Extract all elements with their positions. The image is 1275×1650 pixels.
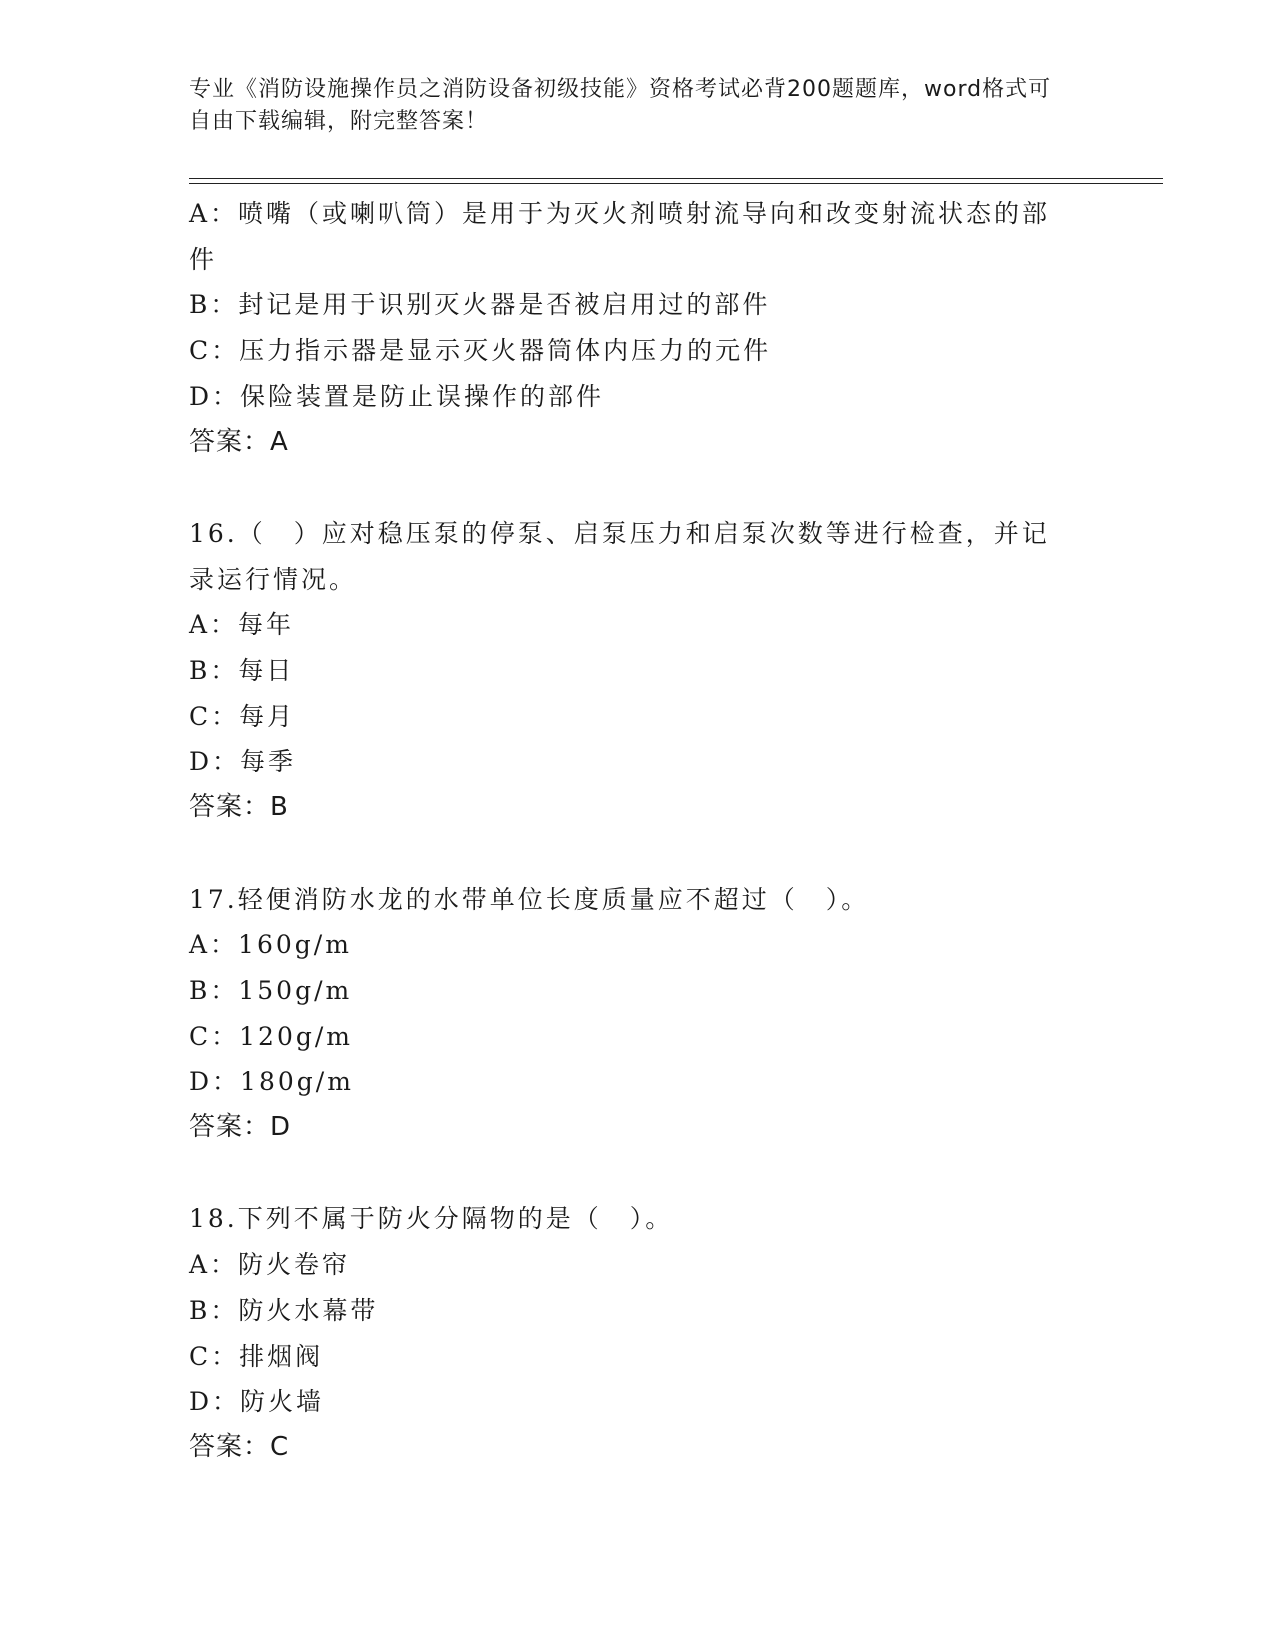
spacer (189, 831, 1089, 877)
header-divider-top (189, 178, 1163, 179)
question-block-18 (189, 1196, 1089, 1470)
header-divider-bottom (189, 183, 1163, 184)
question-block-16 (189, 511, 1089, 831)
option-b: B：防火水幕带 (189, 1295, 379, 1325)
option-d: D：每季 (189, 747, 297, 777)
option-c: C：120g/m (189, 1021, 353, 1051)
option-d: D：防火墙 (189, 1387, 325, 1417)
option-a-line2: 件 (189, 244, 218, 274)
option-b: B：每日 (189, 656, 295, 686)
question-stem-line1: 16.（ ）应对稳压泵的停泵、启泵压力和启泵次数等进行检查，并记 (189, 518, 1050, 548)
option-a: A：防火卷帘 (189, 1250, 351, 1280)
answer-text: 答案：B (189, 792, 289, 823)
option-c: C：排烟阀 (189, 1341, 324, 1371)
answer-text: 答案：C (189, 1431, 290, 1462)
answer-text: 答案：D (189, 1112, 292, 1143)
spacer (189, 465, 1089, 511)
option-c: C：压力指示器是显示灭火器筒体内压力的元件 (189, 336, 772, 366)
option-a: A：160g/m (189, 930, 352, 960)
option-b: B：封记是用于识别灭火器是否被启用过的部件 (189, 290, 771, 320)
option-a-line1: A：喷嘴（或喇叭筒）是用于为灭火剂喷射流导向和改变射流状态的部 (189, 199, 1051, 228)
question-stem-line1: 17.轻便消防水龙的水带单位长度质量应不超过（ ）。 (189, 884, 870, 914)
option-d: D：180g/m (189, 1067, 354, 1097)
question-stem-line1: 18.下列不属于防火分隔物的是（ ）。 (189, 1204, 674, 1234)
option-a: A：每年 (189, 610, 295, 640)
document-header: 专业《消防设施操作员之消防设备初级技能》资格考试必背200题题库，word格式可自由下载编辑，附完整答案！ (189, 77, 1052, 134)
question-stem-line2: 录运行情况。 (189, 564, 358, 594)
question-block-17 (189, 877, 1089, 1151)
question-block-15 (189, 191, 1089, 465)
option-c: C：每月 (189, 701, 296, 731)
answer-text: 答案：A (189, 426, 289, 457)
option-b: B：150g/m (189, 975, 353, 1005)
question-list (189, 191, 1089, 1471)
option-d: D：保险装置是防止误操作的部件 (189, 381, 605, 411)
spacer (189, 1151, 1089, 1197)
